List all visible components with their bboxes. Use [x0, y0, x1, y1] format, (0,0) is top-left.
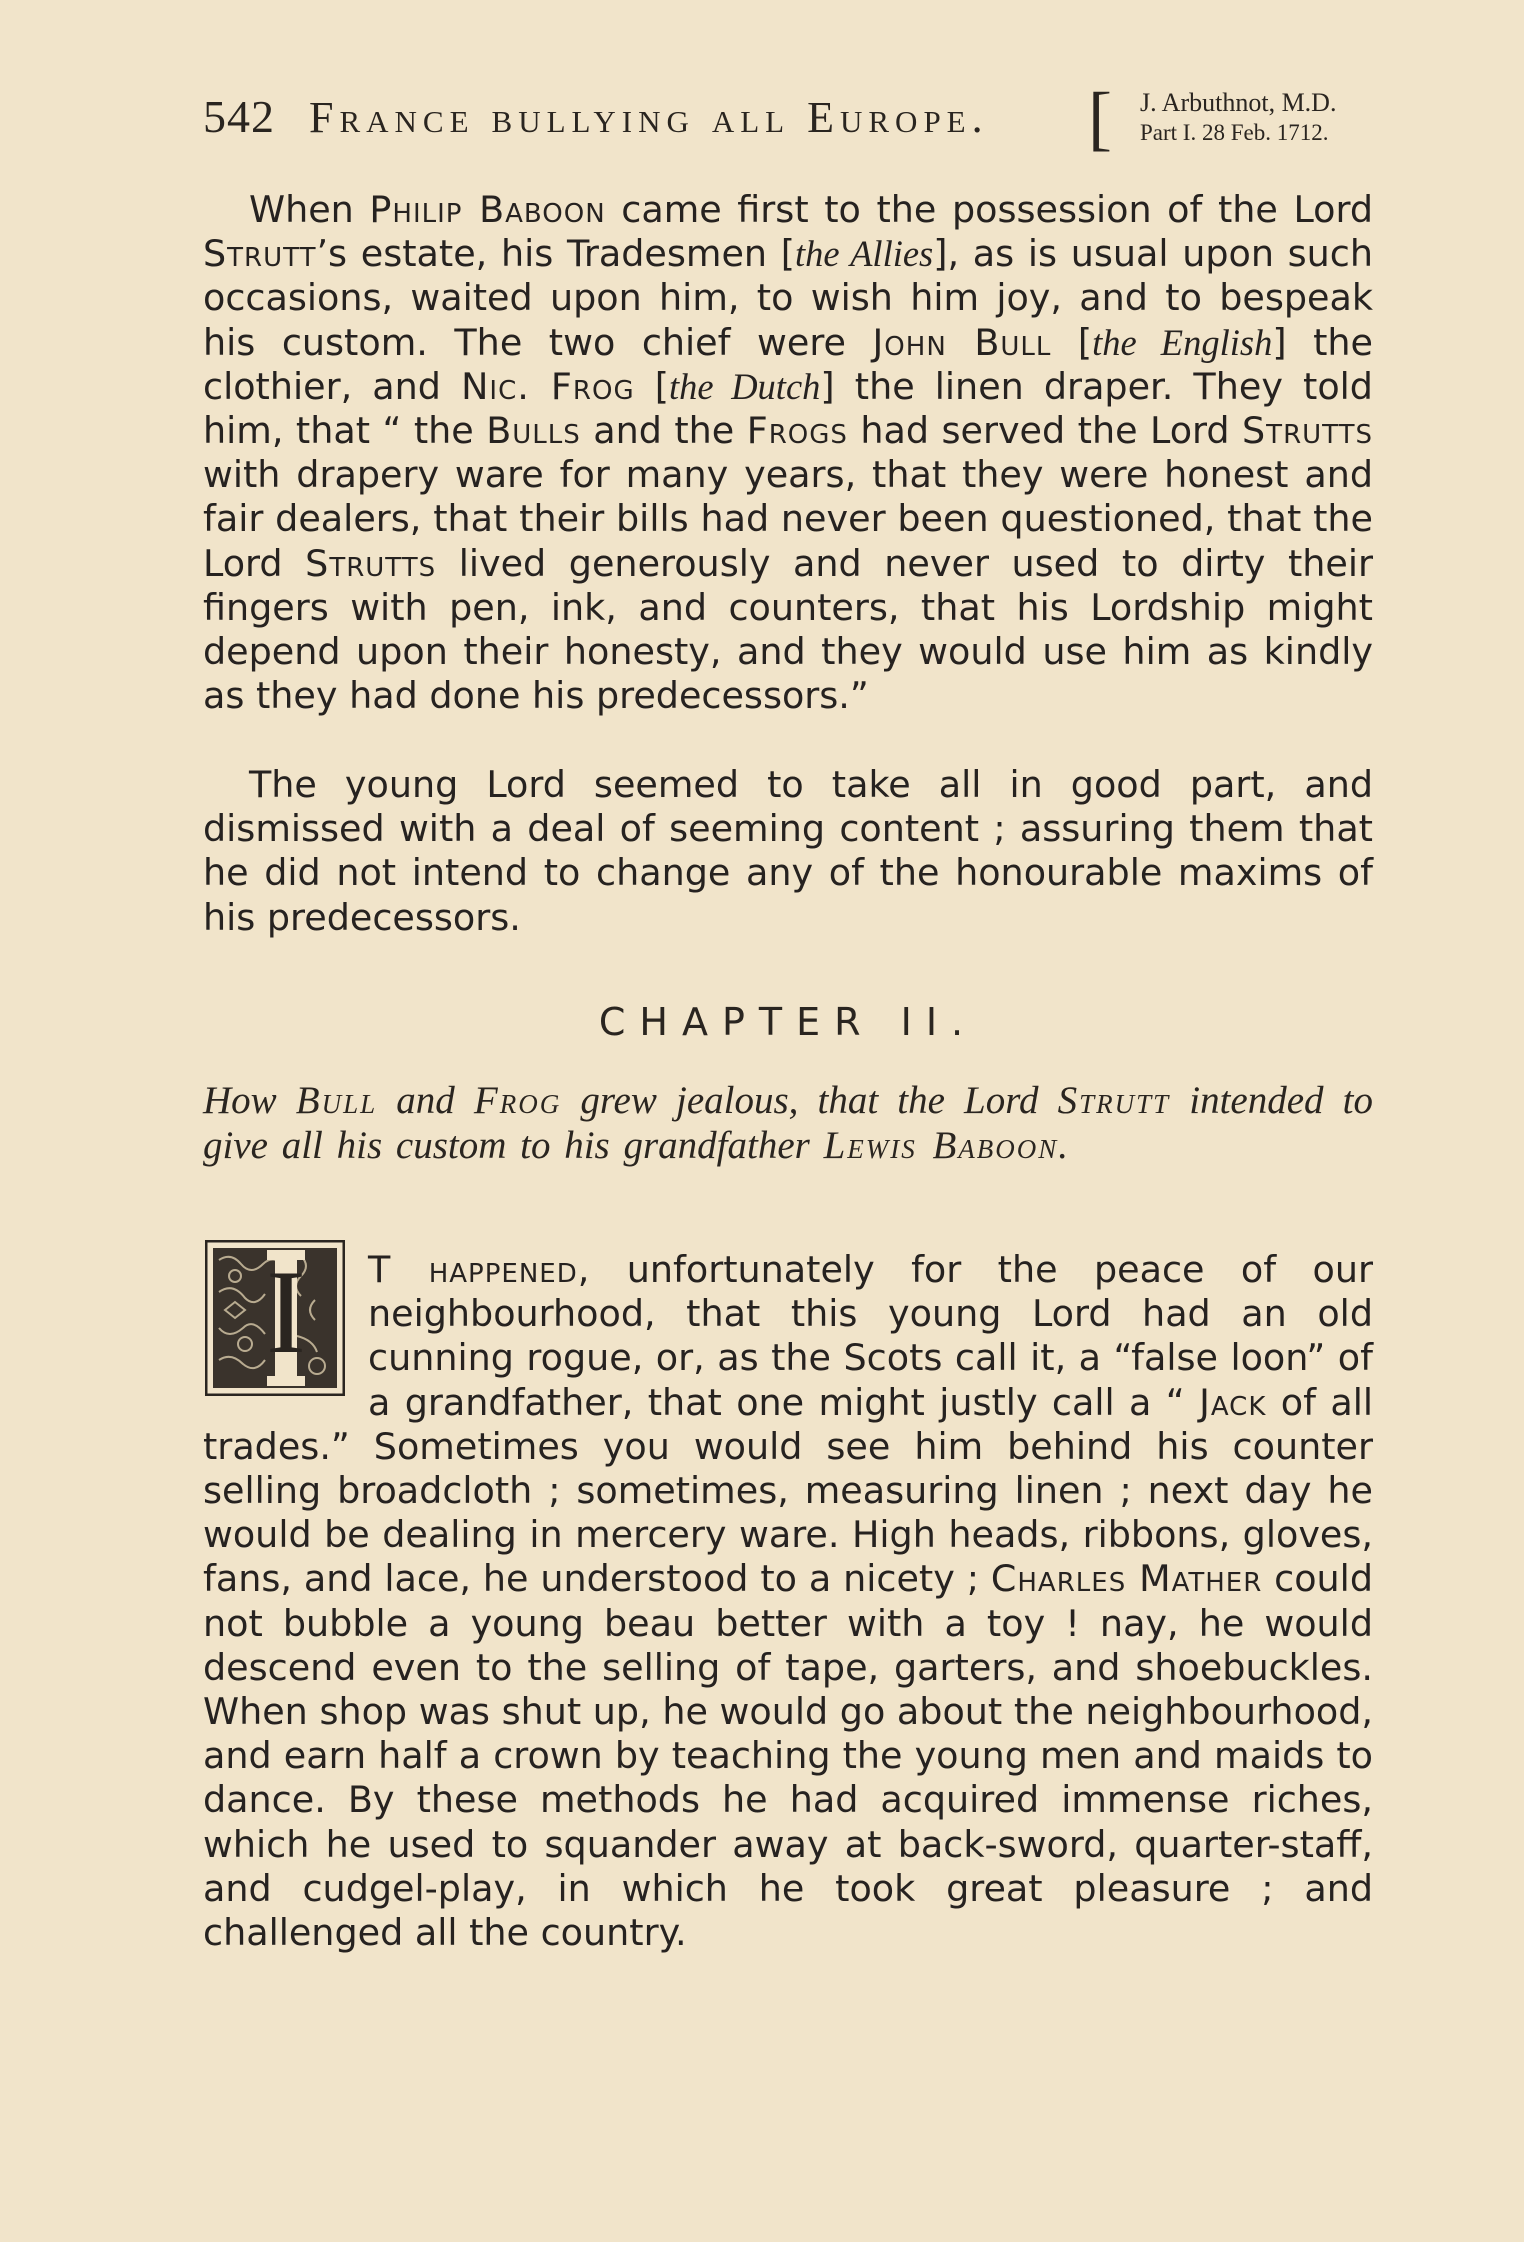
name-lewis-baboon: Lewis Baboon	[823, 1124, 1059, 1167]
text-run: and	[377, 1079, 474, 1122]
text-run: [	[634, 364, 669, 408]
name-frogs: Frogs	[746, 409, 848, 453]
header-attribution	[1088, 78, 1398, 158]
text-run: had served the Lord	[847, 409, 1243, 453]
running-title: France bullying all Europe.	[309, 93, 989, 142]
text-run: ’s estate, his Tradesmen [	[316, 232, 795, 276]
text-run: grew jealous, that the Lord	[561, 1079, 1058, 1122]
text-run: came first to the possession of the Lord	[605, 188, 1374, 231]
name-philip-baboon: Philip Baboon	[369, 188, 606, 231]
text-run: intended to give all his custom to his grandfather	[203, 1079, 1373, 1167]
name-bull: Bull	[295, 1079, 378, 1122]
header-author: J. Arbuthnot, M.D.	[1140, 88, 1337, 117]
text-run: ] the linen draper. They told him, that “ the	[203, 364, 1373, 453]
gloss-dutch: the Dutch	[668, 365, 821, 407]
text-run: could not bubble a young beau better with a toy ! nay, he would descend even to the selling of tape, garters, and shoebuckles. When shop was shut up, he would go about the neighbourhood, and earn half a crown by teaching the young men and maids to dance. By these methods he had acquired immense riches, which he used to squander away at back-sword, quarter-staff, and cudgel-play, in which he took great pleasure ; and challenged all the country.	[203, 1557, 1373, 1955]
opening-words: T happened,	[368, 1248, 591, 1291]
gloss-allies: the Allies	[794, 233, 934, 275]
text-run: of all trades.” Sometimes you would see him behind his counter selling broadcloth ; sometimes, measuring linen ; next day he would be dealing in mercery ware. High heads, ribbons, gloves, fans, and lace, he understood to a nicety ;	[203, 1380, 1373, 1601]
text-run: unfortunately for the peace of our neighbourhood, that this young Lord had an old cunning rogue, or, as the Scots call it, a “false loon” of a grandfather, that one might justly call a “	[368, 1248, 1373, 1424]
paragraph-1	[203, 188, 1373, 718]
text-run: ] the clothier, and	[203, 320, 1374, 408]
page-number: 542	[203, 91, 275, 142]
name-strutt: Strutt	[203, 232, 317, 276]
text-run: lived generously and never used to dirty their fingers with pen, ink, and counters, that his Lordship might depend upon their honesty, and they would use him as kindly as they had done his predecessors.”	[203, 541, 1373, 718]
name-strutt: Strutt	[1057, 1079, 1171, 1122]
header-part-date: Part I. 28 Feb. 1712.	[1140, 120, 1329, 145]
chapter-subtitle	[203, 1078, 1373, 1168]
text-run: When	[249, 188, 370, 231]
text-run: ], as is usual upon such occasions, waited upon him, to wish him joy, and to bespeak his custom. The two chief were	[203, 232, 1374, 364]
paragraph-3	[203, 1248, 1373, 1955]
name-strutts: Strutts	[1242, 409, 1373, 453]
bracket-glyph: [	[1088, 78, 1112, 158]
text-run: .	[1058, 1124, 1069, 1167]
chapter-heading: CHAPTER II.	[598, 1000, 978, 1044]
name-john-bull: John Bull	[872, 320, 1052, 364]
text-run: and the	[580, 409, 747, 453]
paragraph-2: The young Lord seemed to take all in good part, and dismissed with a deal of seeming content ; assuring them that he did not intend to change any of the honourable maxims of his predecessors.	[203, 763, 1373, 939]
text-run: How	[203, 1079, 296, 1122]
text-run: with drapery ware for many years, that they were honest and fair dealers, that their bills had never been questioned, that the Lord	[203, 453, 1373, 585]
name-strutts: Strutts	[305, 541, 437, 585]
name-frog: Frog	[473, 1079, 562, 1122]
name-charles-mather: Charles Mather	[990, 1557, 1263, 1601]
name-bulls: Bulls	[486, 409, 581, 453]
text-run: [	[1051, 320, 1093, 364]
gloss-english: the English	[1092, 321, 1273, 363]
name-nic-frog: Nic. Frog	[461, 364, 635, 408]
dropcap-letter: I	[266, 1245, 306, 1378]
dropcap-space	[203, 1248, 368, 1423]
name-jack: Jack	[1199, 1380, 1267, 1424]
running-header	[203, 78, 1398, 166]
